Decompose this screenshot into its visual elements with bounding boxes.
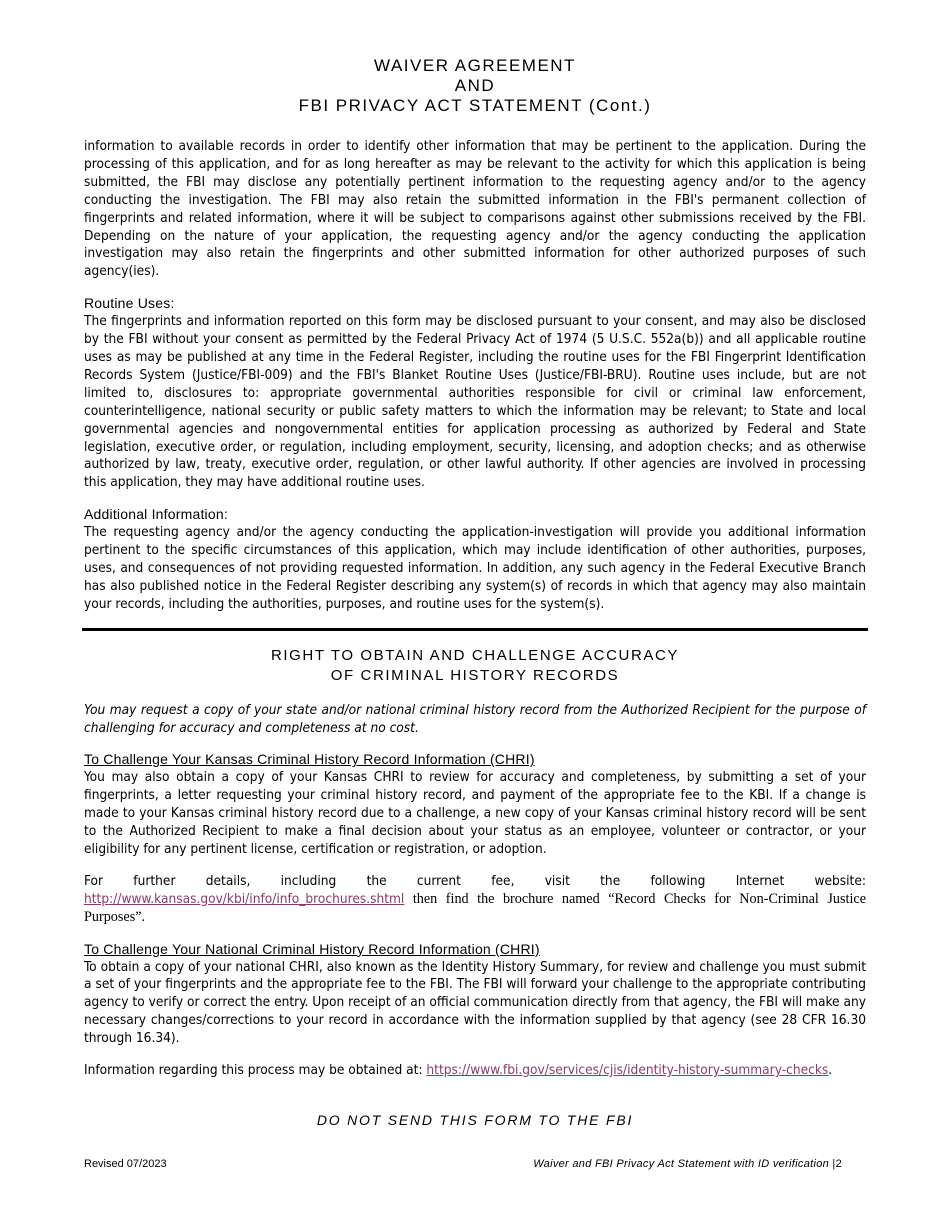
right-section-title-2: OF CRIMINAL HISTORY RECORDS: [330, 666, 620, 684]
kansas-heading: To Challenge Your Kansas Criminal History Record Information (CHRI): [84, 751, 535, 768]
kansas-details: [84, 873, 866, 927]
additional-info-body: The requesting agency and/or the agency conducting the application-investigation will provide you additional information pertinent to the specific circumstances of this application, which may include identification of other authorities, purposes, uses, and consequences of not providing requested information. In addition, any such agency in the Federal Executive Branch has also published notice in the Federal Register describing any system(s) of records in which that agency may also maintain your records, including the authorities, purposes, and routine uses for the system(s).: [84, 524, 866, 612]
footer-title-group: [533, 1158, 842, 1170]
right-section-intro: You may request a copy of your state and/or national criminal history record from the Authorized Recipient for the purpose of challenging for accuracy and completeness at no cost.: [84, 701, 866, 736]
section-divider: [82, 628, 868, 631]
national-body: To obtain a copy of your national CHRI, also known as the Identity History Summary, for review and challenge you must submit a set of your fingerprints and the appropriate fee to the FBI. The FBI will forward your challenge to the appropriate contributing agency to verify or correct the entry. Upon receipt of an official communication directly from that agency, the FBI will make any necessary changes/corrections to your record in accordance with the information supplied by that agency (see 28 CFR 16.30 through 16.34).: [84, 958, 866, 1047]
title-line-2: AND: [454, 76, 496, 95]
right-section-title-1: RIGHT TO OBTAIN AND CHALLENGE ACCURACY: [270, 646, 680, 664]
fbi-identity-history-link[interactable]: https://www.fbi.gov/services/cjis/identity-history-summary-checks: [426, 1062, 829, 1079]
footer-page-number: |2: [832, 1158, 842, 1170]
do-not-send-notice: DO NOT SEND THIS FORM TO THE FBI: [316, 1111, 634, 1128]
footer-title: Waiver and FBI Privacy Act Statement with ID verification: [533, 1158, 830, 1170]
kansas-body: You may also obtain a copy of your Kansas CHRI to review for accuracy and completeness, by submitting a set of your fingerprints, a letter requesting your criminal history record, and payment of the appropriate fee to the KBI. If a change is made to your Kansas criminal history record due to a challenge, a new copy of your Kansas criminal history record will be sent to the Authorized Recipient to make a final decision about your status as an employee, volunteer or contractor, or your eligibility for any pertinent license, certification or registration, or adoption.: [84, 769, 866, 857]
title-line-1: WAIVER AGREEMENT: [374, 56, 576, 75]
intro-paragraph: information to available records in order to identify other information that may be pertinent to the application. During the processing of this application, and for as long hereafter as may be relevant to the activity for which this application is being submitted, the FBI may disclose any potentially pertinent information to the requesting agency and/or to the agency conducting the investigation. The FBI may also retain the submitted information in the FBI's permanent collection of fingerprints and related information, where it will be subject to comparisons against other submissions received by the FBI. Depending on the nature of your application, the requesting agency and/or the agency conducting the application investigation may also retain the fingerprints and other submitted information for other authorized purposes of such agency(ies).: [84, 138, 866, 280]
routine-uses-heading: Routine Uses:: [84, 295, 175, 312]
page-footer: [84, 1158, 842, 1170]
page-content: [84, 56, 866, 1128]
national-info-suffix: .: [828, 1062, 833, 1079]
routine-uses-body: The fingerprints and information reported on this form may be disclosed pursuant to your consent, and may also be disclosed by the FBI without your consent as permitted by the Federal Privacy Act of 1974 (5 U.S.C. 552a(b)) and all applicable routine uses as may be published at any time in the Federal Register, including the routine uses for the FBI Fingerprint Identification Records System (Justice/FBI-009) and the FBI's Blanket Routine Uses (Justice/FBI-BRU). Routine uses include, but are not limited to, disclosures to: appropriate governmental authorities responsible for civil or criminal law enforcement, counterintelligence, national security or public safety matters to which the information may be relevant; to State and local governmental agencies and nongovernmental entities for application processing as authorized by Federal and State legislation, executive order, or regulation, including employment, security, licensing, and adoption checks; and as otherwise authorized by law, treaty, executive order, regulation, or other lawful authority. If other agencies are involved in processing this application, they may have additional routine uses.: [84, 313, 866, 491]
national-info-prefix: Information regarding this process may be obtained at:: [84, 1062, 427, 1079]
national-heading: To Challenge Your National Criminal History Record Information (CHRI): [84, 940, 540, 957]
title-line-3: FBI PRIVACY ACT STATEMENT (Cont.): [298, 96, 652, 115]
national-info: [84, 1062, 866, 1080]
footer-revised: Revised 07/2023: [84, 1158, 167, 1170]
kansas-details-suffix: then find the brochure named “Record Checks for Non-Criminal Justice Purposes”.: [84, 890, 866, 925]
kansas-details-prefix: For further details, including the current fee, visit the following Internet website:: [84, 872, 866, 889]
additional-info-heading: Additional Information:: [84, 506, 228, 523]
kansas-brochure-link[interactable]: http://www.kansas.gov/kbi/info/info_brochures.shtml: [84, 890, 405, 907]
